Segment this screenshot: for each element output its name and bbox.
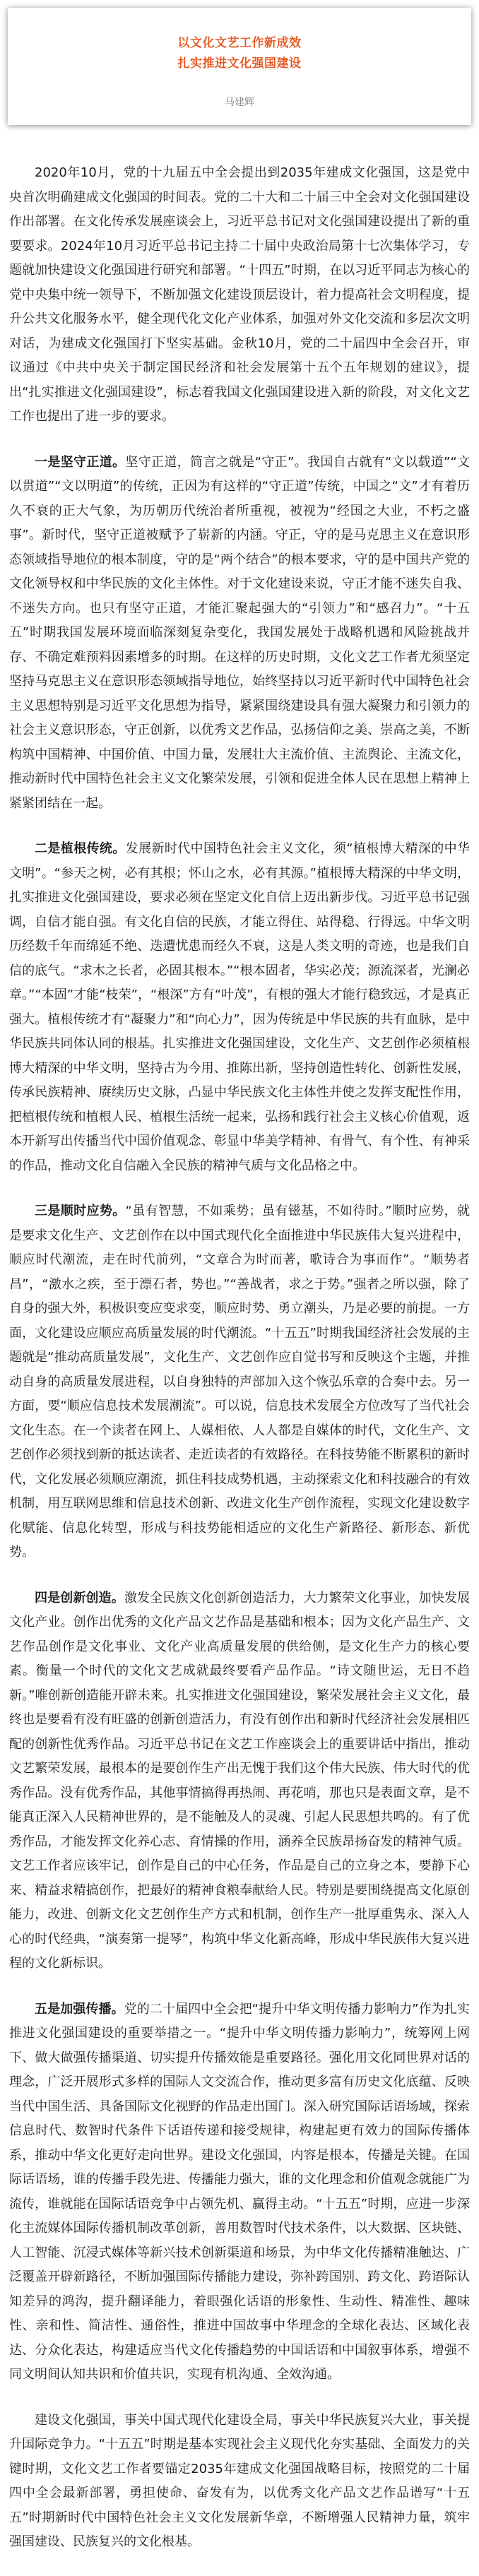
paragraph-lead: 三是顺时应势。 bbox=[35, 1204, 126, 1218]
paragraph-section-1 bbox=[9, 451, 470, 817]
author-name: 马建辉 bbox=[225, 97, 254, 108]
title-line-2: 扎实推进文化强国建设 bbox=[177, 57, 302, 71]
paragraph-section-4 bbox=[9, 1586, 470, 1976]
article-body bbox=[9, 161, 470, 2576]
paragraph-lead: 一是坚守正道。 bbox=[35, 454, 126, 470]
title-line-1: 以文化文艺工作新成效 bbox=[177, 36, 302, 50]
paragraph-section-5 bbox=[9, 1998, 470, 2387]
paragraph-text: “虽有智慧，不如乘势；虽有镃基，不如待时。”顺时应势，就是要求文化生产、文艺创作在以中国式现代化全面推进中华民族伟大复兴进程中，顺应时代潮流，走在时代前列，“文章合为时而著，歌诗合为事而作”。“顺势者昌”，“激水之疾，至于漂石者，势也。”“善战者，求之于势。”强者之所以强，除了自身的强大外，积极识变应变求变，顺应时势、勇立潮头，乃是必要的前提。一方面，文化建设应顺应高质量发展的时代潮流。“十五五”时期我国经济社会发展的主题就是“推动高质量发展”，文化生产、文艺创作应自觉书写和反映这个主题，并推动自身的高质量发展进程，以自身独特的声部加入这个恢弘乐章的合奏中去。另一方面，要“顺应信息技术发展潮流”。可以说，信息技术发展全方位改写了当代社会文化生态。在一个读者在网上、人媒相依、人人都是自媒体的时代，文化生产、文艺创作必须找到新的抵达读者、走近读者的有效路径。在科技势能不断累积的新时代，文化发展必须顺应潮流，抓住科技成势机遇，主动探索文化和科技融合的有效机制，用互联网思维和信息技术创新、改进文化生产创作流程，实现文化建设数字化赋能、信息化转型，形成与科技势能相适应的文化生产新路径、新形态、新优势。 bbox=[9, 1204, 470, 1560]
paragraph-text: 建设文化强国，事关中国式现代化建设全局，事关中华民族复兴大业，事关提升国际竞争力。“十五五”时期是基本实现社会主义现代化夯实基础、全面发力的关键时期，文化文艺工作者要锚定2035年建成文化强国战略目标，按照党的二十届四中全会最新部署，勇担使命、奋发有为，以优秀文化产品文艺作品谱写“十五五”时期新时代中国特色社会主义文化发展新华章，不断增强人民精神力量，筑牢强国建设、民族复兴的文化根基。 bbox=[9, 2412, 470, 2549]
paragraph-text: 坚守正道，简言之就是“守正”。我国自古就有“文以载道”“文以贯道”“文以明道”的传统，正因为有这样的“守正道”传统，中国之“文”才有着历久不衰的正大气象，为历朝历代统治者所重视，被视为“经国之大业，不朽之盛事”。新时代，坚守正道被赋予了崭新的内涵。守正，守的是马克思主义在意识形态领域指导地位的根本制度，守的是“两个结合”的根本要求，守的是中国共产党的文化领导权和中华民族的文化主体性。对于文化建设来说，守正才能不迷失自我、不迷失方向。也只有坚守正道，才能汇聚起强大的“引领力”和“感召力”。“十五五”时期我国发展环境面临深刻复杂变化，我国发展处于战略机遇和风险挑战并存、不确定难预料因素增多的时期。在这样的历史时期，文化文艺工作者尤须坚定坚持马克思主义在意识形态领域指导地位，始终坚持以习近平新时代中国特色社会主义思想特别是习近平文化思想为指导，紧紧围绕建设具有强大凝聚力和引领力的社会主义意识形态，守正创新，以优秀文艺作品，弘扬信仰之美、崇高之美，不断构筑中国精神、中国价值、中国力量，发展壮大主流价值、主流舆论、主流文化，推动新时代中国特色社会主义文化繁荣发展，引领和促进全体人民在思想上精神上紧紧团结在一起。 bbox=[9, 454, 471, 811]
paragraph-text: 2020年10月，党的十九届五中全会提出到2035年建成文化强国，这是党中央首次明确建成文化强国的时间表。党的二十大和二十届三中全会对文化强国建设作出部署。在文化传承发展座谈会上，习近平总书记对文化强国建设提出了新的重要要求。2024年10月习近平总书记主持二十届中央政治局第十七次集体学习，专题就加快建设文化强国进行研究和部署。“十四五”时期，在以习近平同志为核心的党中央集中统一领导下，不断加强文化建设顶层设计，着力提高社会文明程度，提升公共文化服务水平，健全现代化文化产业体系，加强对外文化交流和多层次文明对话，为建成文化强国打下坚实基础。金秋10月，党的二十届四中全会召开，审议通过《中共中央关于制定国民经济和社会发展第十五个五年规划的建议》，提出“扎实推进文化强国建设”，标志着我国文化强国建设进入新的阶段，对文化文艺工作也提出了进一步的要求。 bbox=[9, 165, 470, 424]
paragraph-text: 激发全民族文化创新创造活力，大力繁荣文化事业，加快发展文化产业。创作出优秀的文化产品文艺作品是基础和根本；因为文化产品生产、文艺作品创作是文化事业、文化产业高质量发展的供给侧，是文化生产力的核心要素。衡量一个时代的文化文艺成就最终要看产品作品。“诗文随世运，无日不趋新。”唯创新创造能开辟未来。扎实推进文化强国建设，繁荣发展社会主义文化，最终也是要看有没有旺盛的创新创造活力，有没有创作出和新时代经济社会发展相匹配的创新性优秀作品。习近平总书记在文艺工作座谈会上的重要讲话中指出，推动文艺繁荣发展，最根本的是要创作生产出无愧于我们这个伟大民族、伟大时代的优秀作品。没有优秀作品，其他事情搞得再热闹、再花哨，那也只是表面文章，是不能真正深入人民精神世界的，是不能触及人的灵魂、引起人民思想共鸣的。有了优秀作品，才能发挥文化养心志、育情操的作用，涵养全民族昂扬奋发的精神气质。文艺工作者应该牢记，创作是自己的中心任务，作品是自己的立身之本，要静下心来、精益求精搞创作，把最好的精神食粮奉献给人民。特别是要围绕提高文化原创能力，改进、创新文化文艺创作生产方式和机制，创作生产一批厚重隽永、深入人心的时代经典，“演奏第一提琴”，构筑中华文化新高峰，形成中华民族伟大复兴进程的文化新标识。 bbox=[9, 1590, 471, 1971]
paragraph-section-2 bbox=[9, 837, 470, 1178]
paragraph-lead: 二是植根传统。 bbox=[35, 841, 126, 856]
article-title bbox=[8, 8, 471, 74]
paragraph-text: 发展新时代中国特色社会主义文化，须“植根博大精深的中华文明”。“参天之树，必有其根；怀山之水，必有其源。”植根博大精深的中华文明，扎实推进文化强国建设，要求必须在坚定文化自信上迈出新步伐。习近平总书记强调，自信才能自强。有文化自信的民族，才能立得住、站得稳、行得远。中华文明历经数千年而绵延不绝、迭遭忧患而经久不衰，这是人类文明的奇迹，也是我们自信的底气。“求木之长者，必固其根本。”“根本固者，华实必茂；源流深者，光澜必章。”“本固”才能“枝荣”，“根深”方有“叶茂”，有根的强大才能行稳致远，才是真正强大。植根传统才有“凝聚力”和“向心力”，因为传统是中华民族的共有血脉，是中华民族共同体认同的根基。扎实推进文化强国建设，文化生产、文艺创作必须植根博大精深的中华文明，坚持古为今用、推陈出新，坚持创造性转化、创新性发展，传承民族精神、赓续历史文脉，凸显中华民族文化主体性并使之发挥支配性作用，把植根传统和植根人民、植根生活统一起来，弘扬和践行社会主义核心价值观，返本开新写出传播当代中国价值观念、彰显中华美学精神、有骨气、有个性、有神采的作品，推动文化自信融入全民族的精神气质与文化品格之中。 bbox=[9, 841, 470, 1173]
paragraph-intro bbox=[9, 161, 470, 429]
article-header-card bbox=[8, 8, 471, 125]
paragraph-lead: 五是加强传播。 bbox=[35, 2001, 124, 2017]
paragraph-lead: 四是创新创造。 bbox=[35, 1590, 124, 1605]
paragraph-section-3 bbox=[9, 1199, 470, 1565]
paragraph-conclusion bbox=[9, 2409, 470, 2555]
paragraph-text: 党的二十届四中全会把“提升中华文明传播力影响力”作为扎实推进文化强国建设的重要举措之一。“提升中华文明传播力影响力”，统筹网上网下、做大做强传播渠道、切实提升传播效能是重要路径。强化用文化同世界对话的理念，广泛开展形式多样的国际人文交流合作，推动更多富有历史文化底蕴、反映当代中国生活、具备国际文化视野的作品走出国门。深入研究国际话语场域，探索信息时代、数智时代条件下话语传递和接受规律，构建起更有效力的国际传播体系，推动中华文化更好走向世界。建设文化强国，内容是根本，传播是关键。在国际话语场，谁的传播手段先进、传播能力强大，谁的文化理念和价值观念就能广为流传，谁就能在国际话语竞争中占领先机、赢得主动。“十五五”时期，应进一步深化主流媒体国际传播机制改革创新，善用数智时代技术条件，以大数据、区块链、人工智能、沉浸式媒体等新兴技术创新渠道和场景，为中华文化传播精准触达、广泛覆盖开辟新路径，不断加强国际传播能力建设，弥补跨国别、跨文化、跨语际认知差异的鸿沟，提升翻译能力，着眼强化话语的形象性、生动性、精准性、趣味性、亲和性、简洁性、通俗性，推进中国故事中华理念的全球化表达、区域化表达、分众化表达，构建适应当代文化传播趋势的中国话语和中国叙事体系，增强不同文明间认知共识和价值共识，实现有机沟通、全效沟通。 bbox=[9, 2001, 471, 2382]
